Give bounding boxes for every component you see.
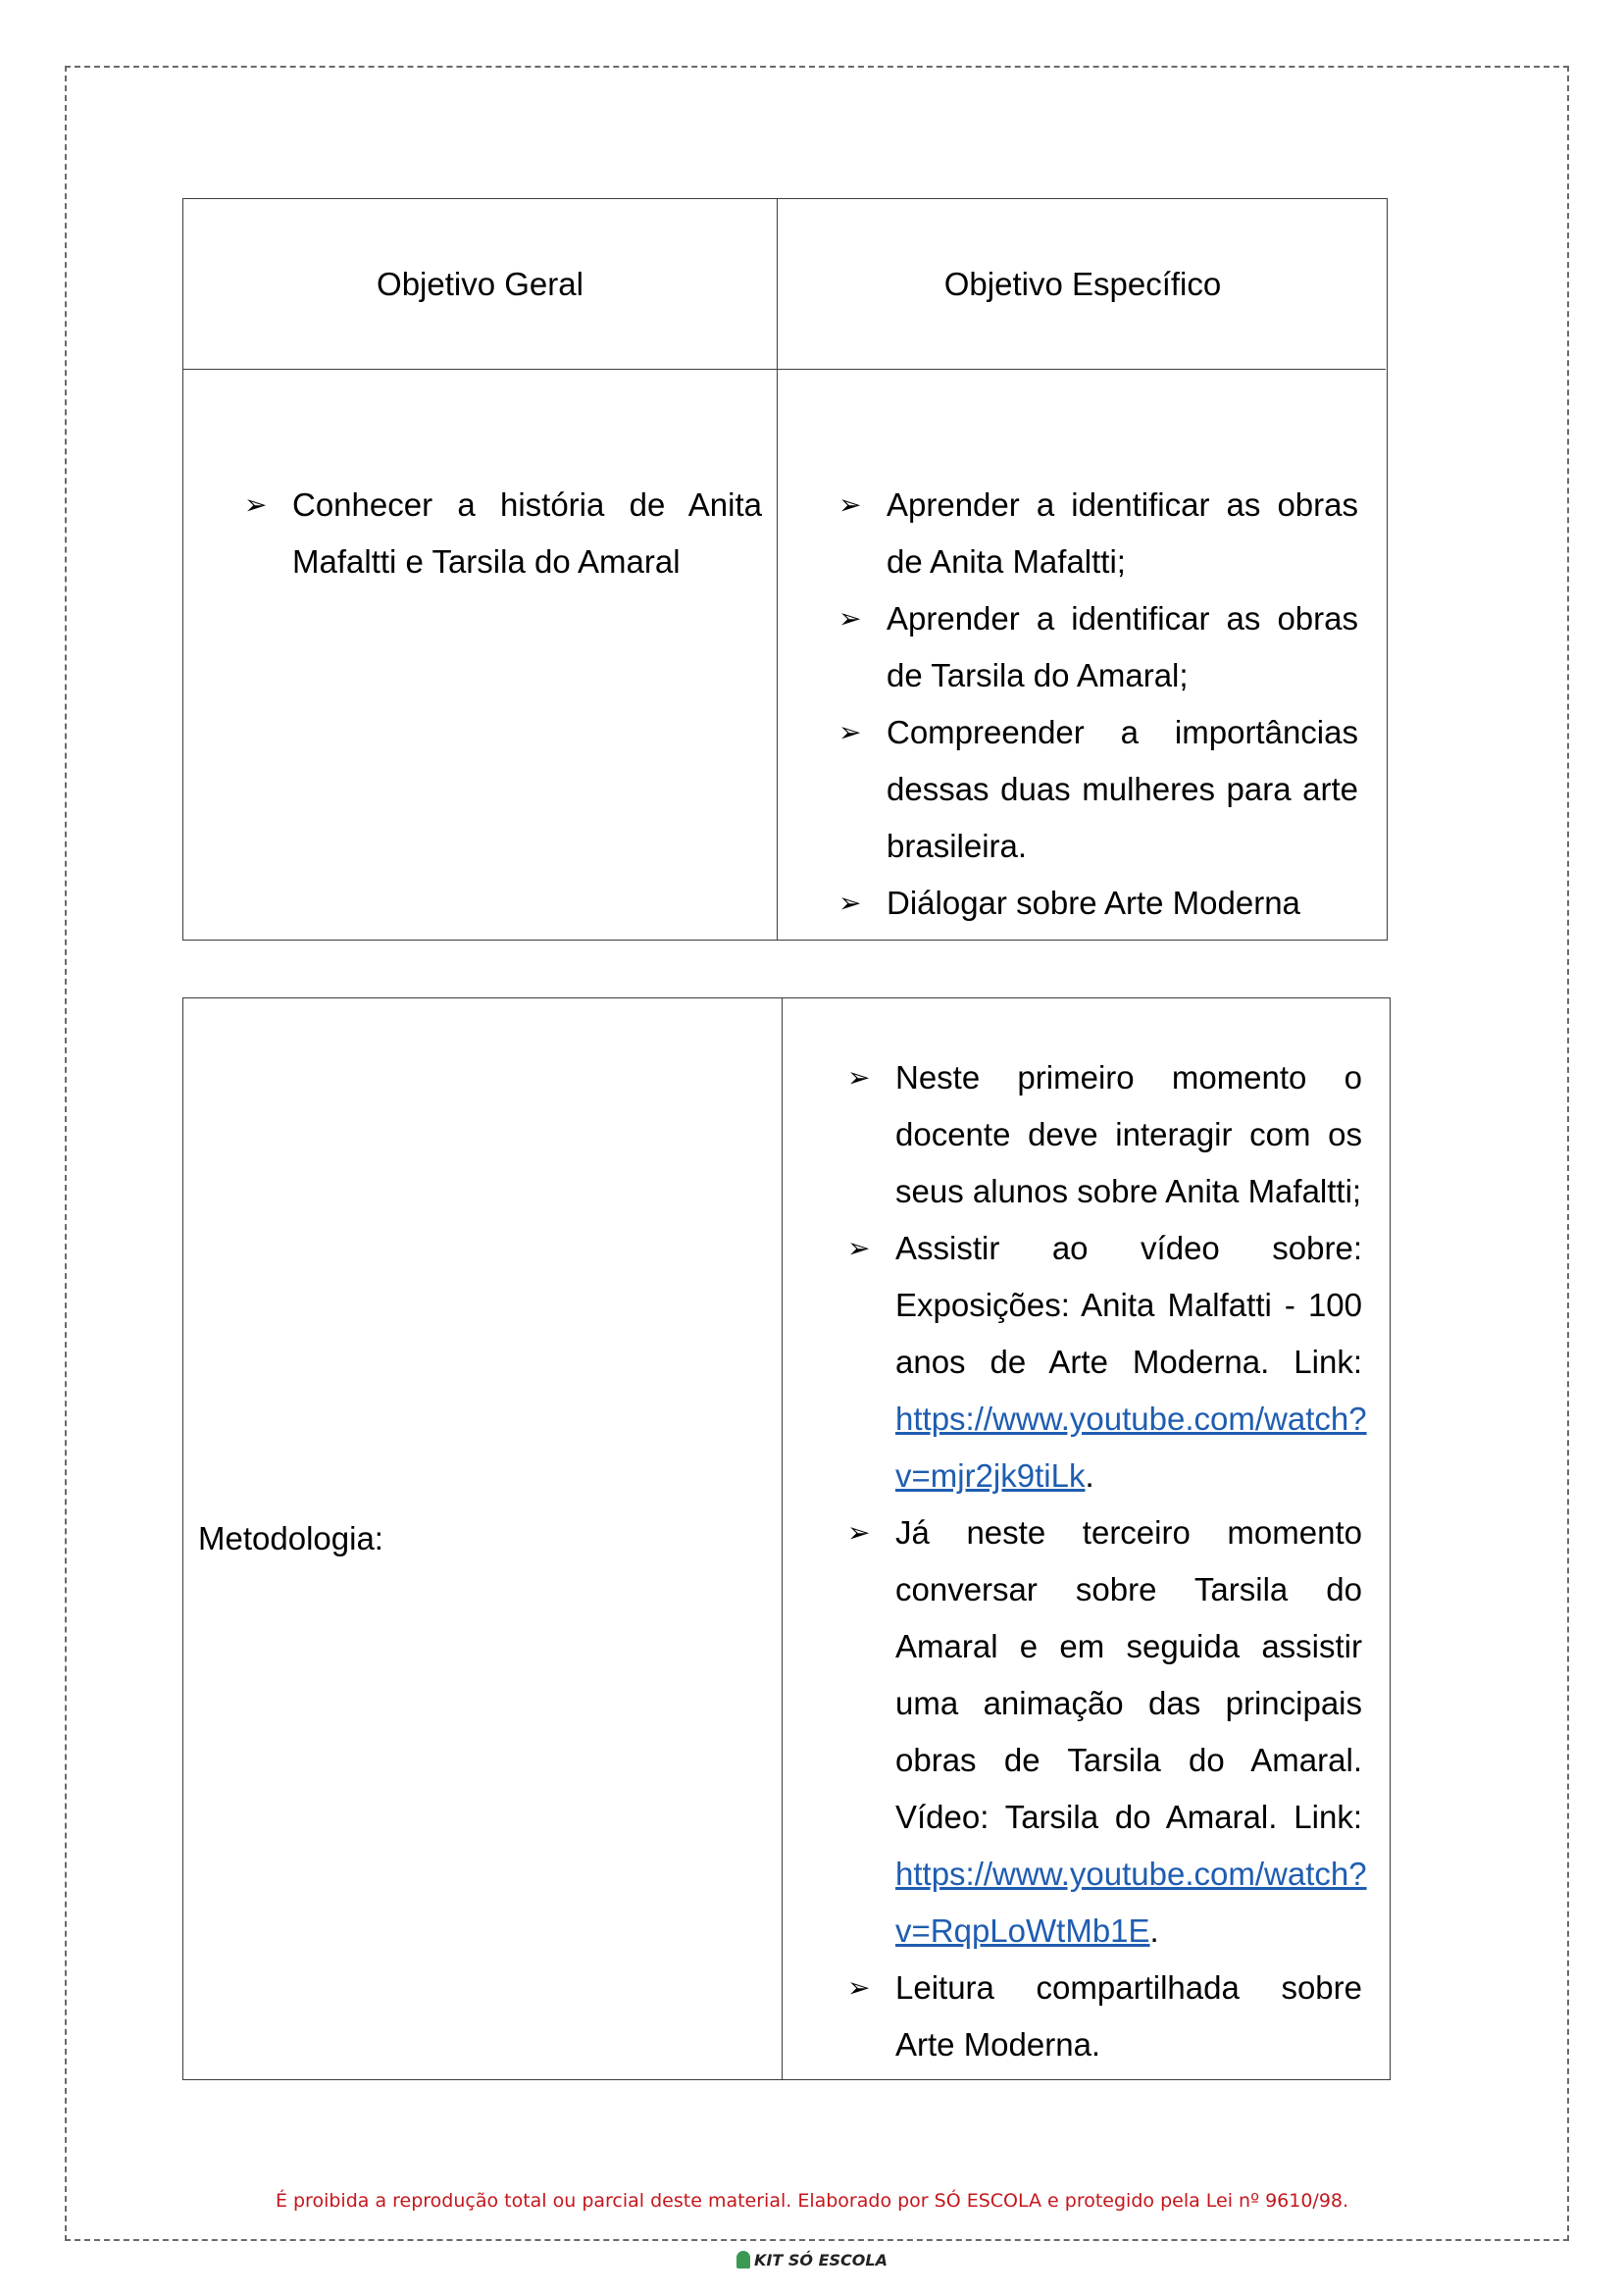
copyright-notice: É proibida a reprodução total ou parcial deste material. Elaborado por SÓ ESCOLA e protegido pela Lei nº 9610/98. [275,2190,1349,2212]
arrow-bullet-icon: ➢ [838,489,862,520]
anita-video-link[interactable]: https://www.youtube.com/watch?v=mjr2jk9tiLk [895,1401,1367,1494]
specific-objective-cell [838,477,1358,932]
specific-objective-text: Compreender a importâncias dessas duas mulheres para arte brasileira. [887,714,1358,864]
list-item [838,590,1358,704]
sentence-end: . [1149,1912,1159,1949]
specific-objective-text: Aprender a identificar as obras de Anita Mafaltti; [887,486,1358,580]
specific-objective-header-text: Objetivo Específico [943,265,1222,302]
objectives-column-divider [777,199,778,940]
tarsila-video-link[interactable]: https://www.youtube.com/watch?v=RqpLoWtMb1E [895,1856,1367,1949]
objectives-table [182,198,1388,941]
list-item [244,477,762,590]
methodology-column-divider [782,998,783,2079]
objectives-header-divider [183,369,1386,370]
kit-so-escola-logo [0,2251,1624,2269]
arrow-bullet-icon: ➢ [847,1517,871,1548]
general-objective-list [244,477,762,590]
methodology-label-cell [198,998,777,2079]
arrow-bullet-icon: ➢ [847,1972,871,2003]
list-item [838,477,1358,590]
sentence-end: . [1085,1457,1094,1494]
logo-icon [736,2251,750,2269]
general-objective-cell [244,477,762,590]
methodology-step-text: Leitura compartilhada sobre Arte Moderna. [895,1969,1362,2063]
arrow-bullet-icon: ➢ [847,1233,871,1263]
methodology-step-text: Já neste terceiro momento conversar sobre Tarsila do Amaral e em seguida assistir uma animação das principais obras de Tarsila do Amaral. Vídeo: Tarsila do Amaral. Link: [895,1514,1362,1835]
logo-text: KIT SÓ ESCOLA [754,2251,888,2269]
specific-objective-list [838,477,1358,932]
list-item [838,704,1358,875]
methodology-list [847,1049,1367,2073]
arrow-bullet-icon: ➢ [244,489,268,520]
methodology-table [182,997,1391,2080]
methodology-step-text: Assistir ao vídeo sobre: Exposições: Anita Malfatti - 100 anos de Arte Moderna. Link: [895,1230,1362,1380]
list-item [847,1960,1362,2073]
specific-objective-header [779,199,1387,369]
general-objective-text: Conhecer a história de Anita Mafaltti e Tarsila do Amaral [292,486,762,580]
arrow-bullet-icon: ➢ [847,1062,871,1093]
list-item [847,1220,1367,1504]
methodology-steps-cell [847,1049,1367,2073]
arrow-bullet-icon: ➢ [838,603,862,634]
arrow-bullet-icon: ➢ [838,888,862,918]
methodology-label: Metodologia: [198,1520,383,1556]
general-objective-header [183,199,777,369]
arrow-bullet-icon: ➢ [838,717,862,747]
specific-objective-text: Aprender a identificar as obras de Tarsila do Amaral; [887,600,1358,693]
general-objective-header-text: Objetivo Geral [377,265,584,302]
specific-objective-text: Diálogar sobre Arte Moderna [887,885,1300,921]
list-item [838,875,1358,932]
list-item [847,1504,1367,1960]
methodology-step-text: Neste primeiro momento o docente deve interagir com os seus alunos sobre Anita Mafaltti; [895,1059,1362,1209]
list-item [847,1049,1362,1220]
